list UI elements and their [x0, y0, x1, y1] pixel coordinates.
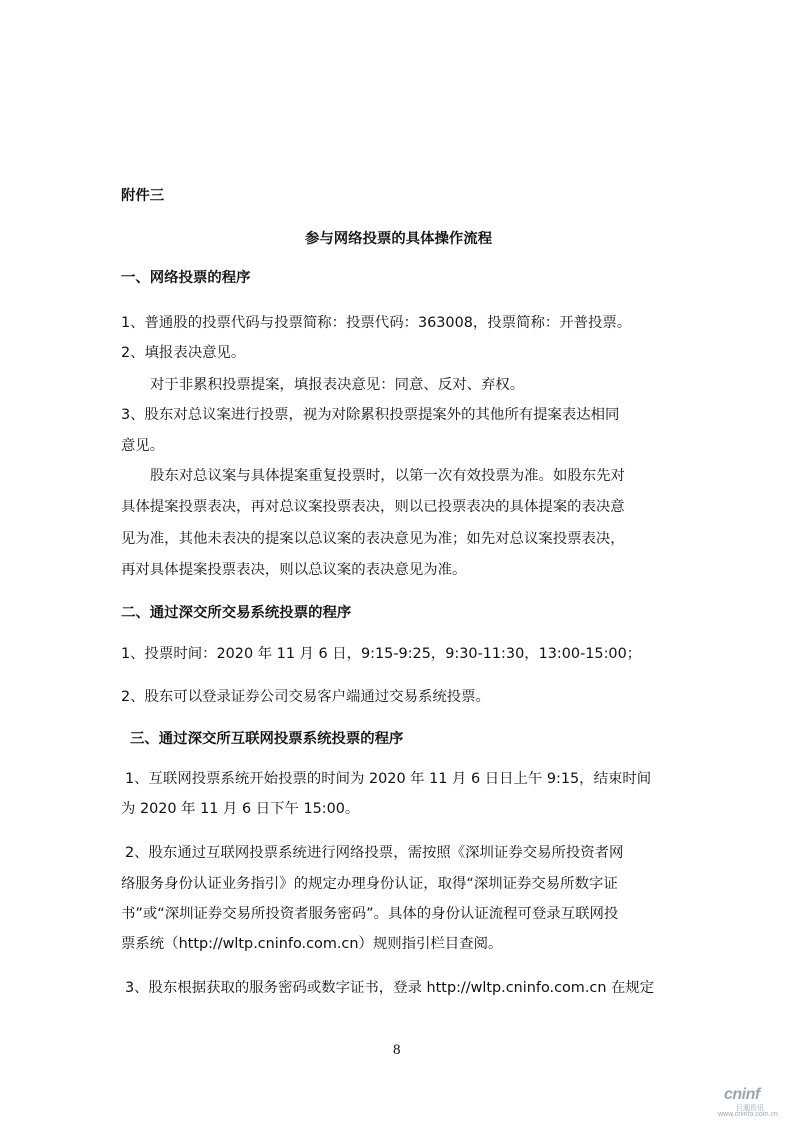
section-1-heading: 一、网络投票的程序: [121, 270, 251, 286]
section-1-para-line-1: 股东对总议案与具体提案重复投票时，以第一次有效投票为准。如股东先对: [150, 468, 625, 484]
section-1-item-2-detail: 对于非累积投票提案，填报表决意见：同意、反对、弃权。: [150, 377, 525, 393]
section-1-para-line-4: 再对具体提案投票表决，则以总议案的表决意见为准。: [121, 562, 467, 578]
section-3-item-2-line-2: 络服务身份认证业务指引》的规定办理身份认证，取得“深圳证券交易所数字证: [121, 876, 618, 892]
attachment-label: 附件三: [121, 188, 165, 204]
section-3-item-2-line-1: 2、股东通过互联网投票系统进行网络投票，需按照《深圳证券交易所投资者网: [125, 845, 624, 861]
page-number: 8: [393, 1042, 401, 1058]
section-1-para-line-2: 具体提案投票表决，再对总议案投票表决，则以已投票表决的具体提案的表决意: [121, 499, 625, 515]
section-2-heading: 二、通过深交所交易系统投票的程序: [121, 605, 352, 621]
watermark-url: www.cninfo.com.cn: [718, 1111, 778, 1118]
section-3-item-1-line-1: 1、互联网投票系统开始投票的时间为 2020 年 11 月 6 日日上午 9:15，结束时间: [125, 771, 652, 787]
watermark-logo-text: cninf: [724, 1086, 760, 1103]
document-title: 参与网络投票的具体操作流程: [305, 231, 493, 247]
section-2-item-2: 2、股东可以登录证券公司交易客户端通过交易系统投票。: [121, 689, 490, 705]
watermark-sub-text: 巨潮资讯: [736, 1104, 764, 1112]
section-1-item-2: 2、填报表决意见。: [121, 345, 246, 361]
section-1-item-3-line-1: 3、股东对总议案进行投票，视为对除累积投票提案外的其他所有提案表达相同: [121, 407, 620, 423]
section-1-para-line-3: 见为准，其他未表决的提案以总议案的表决意见为准；如先对总议案投票表决，: [121, 531, 625, 547]
section-3-item-3-line-1: 3、股东根据获取的服务密码或数字证书，登录 http://wltp.cninfo.com.cn 在规定: [125, 980, 655, 996]
section-1-item-3-line-2: 意见。: [121, 438, 165, 454]
section-1-item-1: 1、普通股的投票代码与投票简称：投票代码：363008，投票简称：开普投票。: [121, 315, 632, 331]
cninfo-watermark-logo: [712, 1086, 792, 1120]
section-3-item-2-line-4: 票系统（http://wltp.cninfo.com.cn）规则指引栏目查阅。: [121, 936, 503, 952]
section-3-heading: 三、通过深交所互联网投票系统投票的程序: [130, 731, 404, 747]
section-2-item-1: 1、投票时间：2020 年 11 月 6 日，9:15-9:25，9:30-11:30，13:00-15:00；: [121, 646, 642, 662]
section-3-item-1-line-2: 为 2020 年 11 月 6 日下午 15:00。: [121, 801, 360, 817]
section-3-item-2-line-3: 书”或“深圳证券交易所投资者服务密码”。具体的身份认证流程可登录互联网投: [121, 906, 619, 922]
